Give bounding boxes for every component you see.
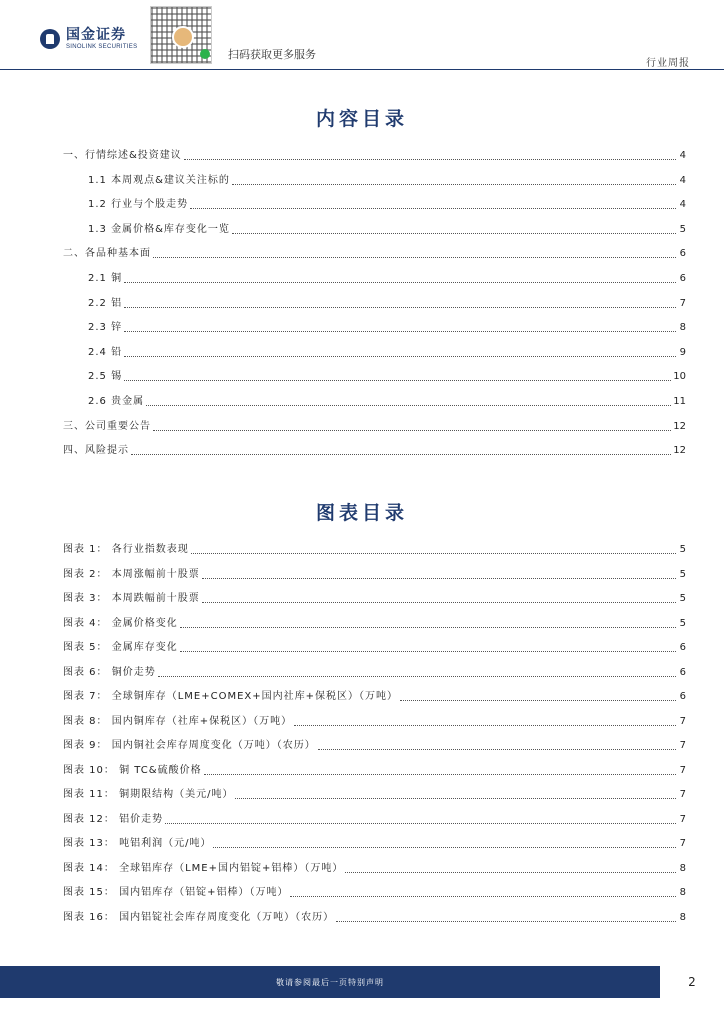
figure-entry-page: 6 (679, 691, 686, 702)
page-number: 2 (688, 975, 696, 989)
dot-leader (400, 700, 676, 701)
dot-leader (146, 405, 671, 406)
figure-entry-page: 5 (679, 544, 686, 555)
figure-entry[interactable] (63, 689, 686, 703)
figure-entry-label: 图表 10： 铜 TC&硫酸价格 (63, 764, 202, 776)
figure-entry[interactable] (63, 812, 686, 826)
toc-entry-label: 2.5 锡 (88, 371, 123, 383)
dot-leader (232, 233, 676, 234)
dot-leader (213, 847, 676, 848)
figure-entry-label: 图表 16： 国内铝锭社会库存周度变化（万吨）（农历） (63, 911, 335, 923)
header-divider (0, 69, 724, 70)
toc-entry-page: 5 (679, 223, 686, 235)
figure-entry[interactable] (63, 861, 686, 875)
figure-entry[interactable] (63, 836, 686, 850)
figure-entry[interactable] (63, 616, 686, 630)
toc-entry-page: 9 (679, 346, 686, 358)
dot-leader (165, 823, 676, 824)
toc-entry-label: 一、行情综述&投资建议 (63, 150, 182, 161)
figure-entry-label: 图表 5： 金属库存变化 (63, 642, 178, 653)
figure-entry-page: 7 (679, 813, 686, 825)
figure-entry-label: 图表 6： 铜价走势 (63, 666, 156, 678)
scan-prompt: 扫码获取更多服务 (228, 48, 316, 61)
figure-entry-page: 7 (679, 764, 686, 776)
dot-leader (158, 676, 676, 677)
dot-leader (184, 159, 676, 160)
dot-leader (232, 184, 676, 185)
dot-leader (202, 602, 676, 603)
toc-entry-page: 12 (673, 420, 686, 432)
toc-entry-label: 1.2 行业与个股走势 (88, 199, 189, 211)
dot-leader (345, 872, 676, 873)
page-header (0, 0, 724, 70)
figure-entry[interactable] (63, 763, 686, 777)
figure-entry-page: 8 (679, 911, 686, 923)
figure-entry-page: 5 (679, 593, 686, 604)
qr-logo-icon (172, 26, 194, 48)
figure-entry-page: 8 (679, 862, 686, 874)
toc-entry[interactable] (88, 345, 686, 359)
toc-entry-page: 11 (673, 396, 686, 407)
toc-entry-label: 2.2 铝 (88, 297, 123, 309)
dot-leader (153, 257, 676, 258)
toc-entry-page: 8 (679, 322, 686, 334)
figure-entry-label: 图表 1： 各行业指数表现 (63, 544, 189, 555)
dot-leader (336, 921, 676, 922)
dot-leader (124, 356, 676, 357)
dot-leader (191, 553, 676, 554)
footer-disclaimer: 敬请参阅最后一页特别声明 (276, 977, 384, 987)
toc-entry[interactable] (88, 296, 686, 310)
dot-leader (131, 454, 671, 455)
report-type-label: 行业周报 (646, 58, 690, 69)
dot-leader (202, 578, 676, 579)
figure-entry-label: 图表 4： 金属价格变化 (63, 617, 178, 629)
toc-entry-label: 二、各品种基本面 (63, 248, 151, 260)
figure-entry-label: 图表 9： 国内铜社会库存周度变化（万吨）（农历） (63, 740, 316, 751)
figure-entry[interactable] (63, 738, 686, 752)
dot-leader (124, 282, 676, 283)
logo-name-en: SINOLINK SECURITIES (66, 44, 138, 50)
dot-leader (180, 627, 676, 628)
figure-entry-label: 图表 14： 全球铝库存（LME+国内铝锭+铝棒）（万吨） (63, 862, 344, 874)
figure-entry-label: 图表 15： 国内铝库存（铝锭+铝棒）（万吨） (63, 887, 289, 898)
figure-entry-label: 图表 8： 国内铜库存（社库+保税区）（万吨） (63, 715, 293, 727)
figure-entry-page: 8 (679, 887, 686, 898)
figure-entry-page: 6 (679, 642, 686, 653)
figure-entry-label: 图表 13： 吨铝利润（元/吨） (63, 838, 212, 849)
toc-entry[interactable] (63, 246, 686, 260)
toc-entry-page: 6 (679, 273, 686, 284)
toc-entry-page: 7 (679, 297, 686, 309)
toc-entry[interactable] (88, 271, 686, 285)
figure-entry-page: 7 (679, 715, 686, 727)
logo-name-cn: 国金证券 (66, 27, 126, 43)
figure-entry[interactable] (63, 665, 686, 679)
figure-entry[interactable] (63, 885, 686, 899)
toc-entry-page: 12 (673, 445, 686, 457)
toc-entry[interactable] (88, 320, 686, 334)
figure-entry[interactable] (63, 714, 686, 728)
figures-title: 图表目录 (315, 502, 408, 524)
qr-code-image[interactable] (150, 6, 212, 64)
toc-entry-page: 10 (673, 371, 686, 383)
toc-entry[interactable] (88, 394, 686, 408)
figure-entry-page: 7 (679, 789, 686, 800)
figure-entry-page: 6 (679, 666, 686, 678)
wechat-badge-icon (200, 49, 210, 59)
dot-leader (190, 208, 676, 209)
figure-entry-page: 5 (679, 568, 686, 580)
dot-leader (153, 430, 671, 431)
figure-entry-label: 图表 2： 本周涨幅前十股票 (63, 568, 200, 580)
figure-entry-label: 图表 12： 铝价走势 (63, 813, 164, 825)
toc-entry[interactable] (63, 443, 686, 457)
toc-entry-page: 4 (679, 199, 686, 211)
dot-leader (180, 651, 676, 652)
footer-bar (0, 966, 660, 998)
figure-entry-label: 图表 3： 本周跌幅前十股票 (63, 593, 200, 604)
figure-entry[interactable] (63, 542, 686, 556)
toc-entry-page: 4 (679, 174, 686, 186)
toc-entry[interactable] (63, 419, 686, 433)
figure-entry[interactable] (63, 910, 686, 924)
company-logo (40, 28, 137, 50)
toc-entry[interactable] (88, 222, 686, 236)
toc-entry-page: 4 (679, 150, 686, 161)
toc-entry-page: 6 (679, 248, 686, 260)
toc-entry-label: 四、风险提示 (63, 445, 129, 457)
toc-entry-label: 2.3 锌 (88, 322, 123, 334)
toc-title: 内容目录 (315, 108, 408, 130)
logo-icon (40, 29, 60, 49)
figure-entry-page: 5 (679, 617, 686, 629)
figure-entry[interactable] (63, 591, 686, 605)
dot-leader (204, 774, 676, 775)
figure-entry[interactable] (63, 787, 686, 801)
dot-leader (235, 798, 676, 799)
toc-entry[interactable] (88, 173, 686, 187)
figure-entry[interactable] (63, 640, 686, 654)
dot-leader (124, 307, 676, 308)
figure-entry-page: 7 (679, 740, 686, 751)
toc-entry[interactable] (88, 369, 686, 383)
toc-entry-label: 1.3 金属价格&库存变化一览 (88, 223, 230, 235)
toc-entry[interactable] (63, 148, 686, 162)
toc-entry-label: 三、公司重要公告 (63, 420, 151, 432)
figure-entry-label: 图表 7： 全球铜库存（LME+COMEX+国内社库+保税区）（万吨） (63, 691, 399, 702)
figure-entry[interactable] (63, 567, 686, 581)
toc-entry-label: 2.4 铅 (88, 346, 123, 358)
toc-entry-label: 1.1 本周观点&建议关注标的 (88, 174, 230, 186)
toc-entry[interactable] (88, 197, 686, 211)
figure-entry-page: 7 (679, 838, 686, 849)
figure-entry-label: 图表 11： 铜期限结构（美元/吨） (63, 789, 234, 800)
dot-leader (290, 896, 676, 897)
toc-entry-label: 2.1 铜 (88, 273, 123, 284)
dot-leader (294, 725, 676, 726)
dot-leader (124, 380, 671, 381)
dot-leader (124, 331, 676, 332)
dot-leader (318, 749, 676, 750)
toc-entry-label: 2.6 贵金属 (88, 396, 145, 407)
